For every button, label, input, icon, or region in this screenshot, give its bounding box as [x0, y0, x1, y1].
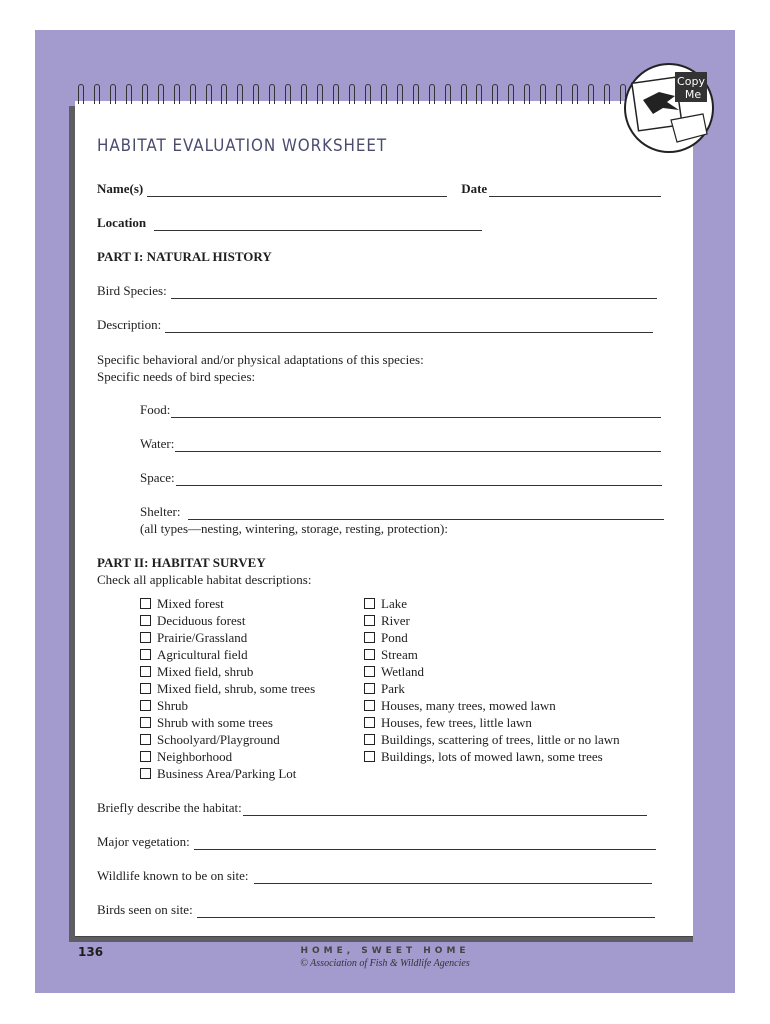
habitat-option[interactable]: Neighborhood: [140, 748, 315, 765]
habitat-option[interactable]: Lake: [364, 595, 620, 612]
birds-row: [97, 902, 655, 918]
spiral-ring: [429, 84, 435, 104]
water-row: [140, 436, 661, 452]
bird-species-field[interactable]: [171, 287, 657, 299]
checkbox-icon[interactable]: [364, 598, 375, 609]
spiral-ring: [269, 84, 275, 104]
habitat-option[interactable]: Pond: [364, 629, 620, 646]
shelter-note: (all types—nesting, wintering, storage, resting, protection):: [140, 521, 448, 536]
habitat-option[interactable]: Prairie/Grassland: [140, 629, 315, 646]
food-row: [140, 402, 661, 418]
habitat-option[interactable]: Schoolyard/Playground: [140, 731, 315, 748]
shelter-label: Shelter:: [140, 504, 181, 519]
wildlife-row: [97, 868, 652, 884]
spiral-ring: [556, 84, 562, 104]
habitat-option[interactable]: Park: [364, 680, 620, 697]
worksheet-title: HABITAT EVALUATION WORKSHEET: [97, 136, 388, 155]
habitat-option[interactable]: Houses, few trees, little lawn: [364, 714, 620, 731]
birds-field[interactable]: [197, 906, 655, 918]
adaptations-text: Specific behavioral and/or physical adaptations of this species:: [97, 352, 424, 367]
name-field[interactable]: [147, 185, 447, 197]
spiral-ring: [588, 84, 594, 104]
checkbox-icon[interactable]: [140, 683, 151, 694]
spiral-ring: [301, 84, 307, 104]
wildlife-field[interactable]: [254, 872, 652, 884]
habitat-option[interactable]: Mixed field, shrub, some trees: [140, 680, 315, 697]
spiral-ring: [476, 84, 482, 104]
habitat-list-right: [364, 595, 620, 765]
needs-text: Specific needs of bird species:: [97, 369, 256, 384]
habitat-option[interactable]: Mixed field, shrub: [140, 663, 315, 680]
spiral-ring: [461, 84, 467, 104]
spiral-ring: [349, 84, 355, 104]
spiral-ring: [524, 84, 530, 104]
location-field[interactable]: [154, 219, 482, 231]
date-field[interactable]: [489, 185, 661, 197]
location-row: [97, 215, 482, 231]
checkbox-icon[interactable]: [140, 717, 151, 728]
water-field[interactable]: [175, 440, 661, 452]
food-label: Food:: [140, 402, 171, 417]
spiral-ring: [142, 84, 148, 104]
checkbox-icon[interactable]: [364, 632, 375, 643]
checkbox-icon[interactable]: [364, 717, 375, 728]
shelter-field[interactable]: [188, 508, 664, 520]
spiral-ring: [413, 84, 419, 104]
checkbox-icon[interactable]: [364, 683, 375, 694]
habitat-option[interactable]: River: [364, 612, 620, 629]
food-field[interactable]: [171, 406, 661, 418]
describe-label: Briefly describe the habitat:: [97, 800, 242, 815]
spiral-ring: [206, 84, 212, 104]
checkbox-icon[interactable]: [140, 666, 151, 677]
spiral-ring: [508, 84, 514, 104]
spiral-ring: [492, 84, 498, 104]
checkbox-icon[interactable]: [364, 615, 375, 626]
space-row: [140, 470, 662, 486]
habitat-list-left: [140, 595, 315, 782]
spiral-ring: [381, 84, 387, 104]
describe-row: [97, 800, 647, 816]
spiral-ring: [572, 84, 578, 104]
checkbox-icon[interactable]: [140, 632, 151, 643]
birds-label: Birds seen on site:: [97, 902, 193, 917]
wildlife-label: Wildlife known to be on site:: [97, 868, 249, 883]
checkbox-icon[interactable]: [140, 768, 151, 779]
checkbox-icon[interactable]: [364, 734, 375, 745]
habitat-option[interactable]: Houses, many trees, mowed lawn: [364, 697, 620, 714]
description-label: Description:: [97, 317, 162, 332]
checkbox-icon[interactable]: [140, 751, 151, 762]
spiral-ring: [365, 84, 371, 104]
habitat-option[interactable]: Agricultural field: [140, 646, 315, 663]
spiral-ring: [190, 84, 196, 104]
habitat-option[interactable]: Mixed forest: [140, 595, 315, 612]
checkbox-icon[interactable]: [364, 666, 375, 677]
habitat-option[interactable]: Stream: [364, 646, 620, 663]
space-field[interactable]: [176, 474, 662, 486]
location-label: Location: [97, 215, 147, 230]
spiral-ring: [94, 84, 100, 104]
spiral-ring: [540, 84, 546, 104]
habitat-option[interactable]: Buildings, lots of mowed lawn, some trees: [364, 748, 620, 765]
svg-text:Me: Me: [684, 88, 702, 101]
date-label: Date: [461, 181, 488, 196]
spiral-ring: [333, 84, 339, 104]
description-field[interactable]: [165, 321, 653, 333]
spiral-ring: [445, 84, 451, 104]
name-row: [97, 181, 661, 197]
spiral-ring: [110, 84, 116, 104]
check-instruction: Check all applicable habitat descriptions:: [97, 572, 312, 587]
habitat-option[interactable]: Wetland: [364, 663, 620, 680]
habitat-option[interactable]: Business Area/Parking Lot: [140, 765, 315, 782]
checkbox-icon[interactable]: [140, 598, 151, 609]
vegetation-field[interactable]: [194, 838, 656, 850]
page-number: 136: [78, 945, 104, 959]
checkbox-icon[interactable]: [140, 734, 151, 745]
vegetation-row: [97, 834, 656, 850]
spiral-ring: [604, 84, 610, 104]
describe-field[interactable]: [243, 804, 647, 816]
spiral-ring: [221, 84, 227, 104]
description-row: [97, 317, 653, 333]
book-title: HOME, SWEET HOME: [300, 946, 470, 956]
habitat-option[interactable]: Buildings, scattering of trees, little or no lawn: [364, 731, 620, 748]
copy-me-badge: [623, 62, 715, 154]
habitat-option[interactable]: Shrub: [140, 697, 315, 714]
spiral-ring: [253, 84, 259, 104]
checkbox-icon[interactable]: [364, 649, 375, 660]
spiral-ring: [317, 84, 323, 104]
part1-heading: PART I: NATURAL HISTORY: [97, 249, 272, 264]
name-label: Name(s): [97, 181, 144, 196]
checkbox-icon[interactable]: [364, 751, 375, 762]
habitat-option[interactable]: Shrub with some trees: [140, 714, 315, 731]
spiral-ring: [174, 84, 180, 104]
checkbox-icon[interactable]: [140, 700, 151, 711]
spiral-ring: [237, 84, 243, 104]
svg-text:Copy: Copy: [677, 75, 705, 88]
spiral-binding: [78, 84, 658, 108]
spiral-ring: [158, 84, 164, 104]
water-label: Water:: [140, 436, 175, 451]
spiral-ring: [78, 84, 84, 104]
spiral-ring: [126, 84, 132, 104]
space-label: Space:: [140, 470, 175, 485]
bird-species-label: Bird Species:: [97, 283, 167, 298]
shelter-row: [140, 504, 664, 520]
part2-heading: PART II: HABITAT SURVEY: [97, 555, 266, 570]
spiral-ring: [397, 84, 403, 104]
spiral-ring: [285, 84, 291, 104]
bird-species-row: [97, 283, 657, 299]
checkbox-icon[interactable]: [140, 615, 151, 626]
checkbox-icon[interactable]: [140, 649, 151, 660]
checkbox-icon[interactable]: [364, 700, 375, 711]
copyright: © Association of Fish & Wildlife Agencies: [300, 958, 470, 969]
vegetation-label: Major vegetation:: [97, 834, 190, 849]
habitat-option[interactable]: Deciduous forest: [140, 612, 315, 629]
